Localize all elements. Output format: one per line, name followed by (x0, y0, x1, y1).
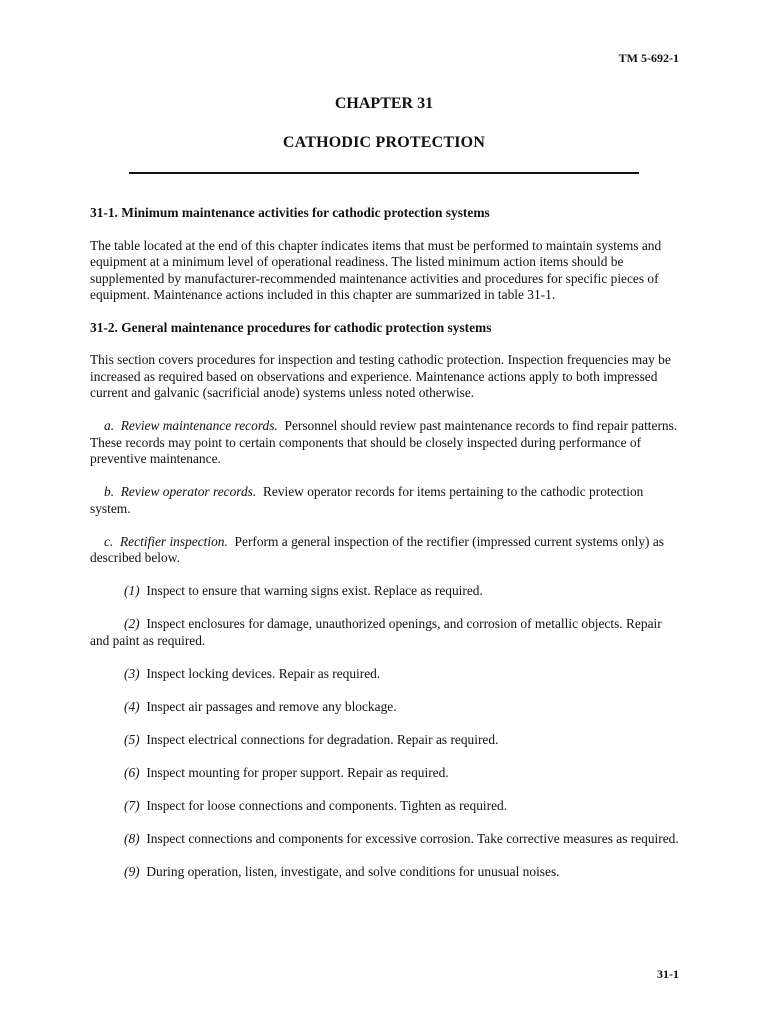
item-label: (9) (124, 863, 140, 879)
item-text: Inspect for loose connections and components. Tighten as required. (146, 797, 508, 813)
title-divider (129, 172, 639, 174)
numbered-item (90, 831, 682, 848)
chapter-title: CATHODIC PROTECTION (282, 134, 486, 151)
item-title: Rectifier inspection. (120, 533, 228, 549)
item-label: c. (104, 533, 114, 549)
item-text: Personnel should review past maintenance records to find repair patterns. These records may point to certain components that should be closely inspected during performance of preventive maintenance. (90, 418, 678, 466)
item-label: (6) (124, 764, 140, 780)
item-text: Inspect air passages and remove any blockage. (146, 698, 397, 714)
lettered-item-b (90, 484, 682, 517)
item-label: (3) (124, 665, 140, 681)
item-title: Review maintenance records. (120, 418, 278, 433)
item-text: Review operator records for items pertaining to the cathodic protection system. (90, 484, 644, 516)
item-text: Inspect connections and components for excessive corrosion. Take corrective measures as required. (146, 830, 679, 846)
item-text: Inspect mounting for proper support. Repair as required. (146, 764, 449, 780)
chapter-number: CHAPTER 31 (334, 95, 434, 112)
numbered-item (90, 583, 682, 600)
item-label: (1) (124, 583, 140, 598)
section-heading-31-1: 31-1. Minimum maintenance activities for cathodic protection systems (90, 205, 490, 220)
numbered-item (90, 798, 682, 815)
item-text: Inspect to ensure that warning signs exist. Replace as required. (146, 583, 483, 598)
lettered-item-c (90, 534, 682, 567)
item-text: Perform a general inspection of the rectifier (impressed current systems only) as described below. (90, 533, 665, 565)
item-label: b. (104, 484, 115, 499)
item-label: (4) (124, 698, 140, 714)
numbered-item (90, 864, 682, 881)
item-label: (8) (124, 830, 140, 846)
section-paragraph-31-1: The table located at the end of this chapter indicates items that must be performed to maintain systems and equipment at a minimum level of operational readiness. The listed minimum action items should be supplemented by manufacturer-recommended maintenance activities and procedures for specific pieces of equipment. Maintenance actions included in this chapter are summarized in table 31-1. (90, 237, 662, 302)
document-id: TM 5-692-1 (618, 51, 679, 65)
item-label: a. (104, 418, 115, 433)
item-text: Inspect electrical connections for degradation. Repair as required. (146, 731, 499, 747)
numbered-item (90, 616, 682, 649)
page-content (90, 205, 682, 880)
numbered-item (90, 765, 682, 782)
section-heading-31-2: 31-2. General maintenance procedures for cathodic protection systems (90, 319, 492, 335)
item-label: (5) (124, 731, 140, 747)
item-label: (2) (124, 616, 140, 631)
item-title: Review operator records. (120, 484, 257, 499)
item-label: (7) (124, 797, 140, 813)
page-number: 31-1 (657, 967, 679, 981)
numbered-item (90, 666, 682, 683)
item-text: Inspect enclosures for damage, unauthorized openings, and corrosion of metallic objects. Repair and paint as required. (90, 616, 662, 648)
section-paragraph-31-2: This section covers procedures for inspection and testing cathodic protection. Inspection frequencies may be increased as required based on observations and experience. Maintenance actions apply to both impressed current and galvanic (sacrificial anode) systems unless noted otherwise. (90, 352, 671, 400)
item-text: Inspect locking devices. Repair as required. (146, 665, 381, 681)
item-text: During operation, listen, investigate, and solve conditions for unusual noises. (146, 863, 560, 879)
lettered-item-a (90, 418, 682, 468)
numbered-item (90, 699, 682, 716)
numbered-item (90, 732, 682, 749)
